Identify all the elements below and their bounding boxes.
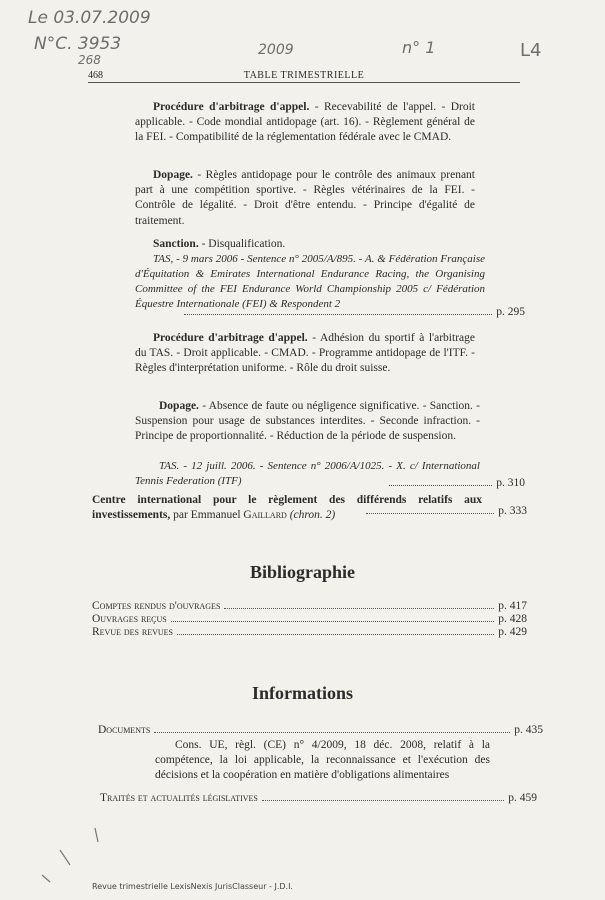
entry-heading: Procédure d'arbitrage d'appel.	[153, 101, 310, 113]
handwritten-ref-number: 268	[78, 53, 101, 67]
handwritten-year: 2009	[258, 42, 294, 58]
documents-detail-text: Cons. UE, règl. (CE) n° 4/2009, 18 déc. 2008, relatif à la compétence, la loi applicable, la reconnaissance et l'exécution des décisions et la coopération en matière d'obligations alimentaires	[155, 739, 490, 782]
entry-text: - Adhésion du sportif à l'arbitrage du TAS. - Droit applicable. - CMAD. - Programme antidopage de l'ITF. - Règles d'interprétation uniforme. - Rôle du droit suisse.	[135, 332, 475, 375]
page-ref: p. 295	[496, 306, 525, 318]
handwritten-mark: L4	[520, 40, 542, 61]
page-ref: p. 428	[498, 613, 527, 625]
entry-dopage-1	[135, 168, 475, 229]
page-ref: p. 429	[498, 626, 527, 638]
entry-text: - Absence de faute ou négligence significative. - Sanction. - Suspension pour usage de substances interdites. - Seconde infraction. - Principe de proportionnalité. - Réduction de la période de suspension.	[135, 400, 480, 443]
entry-heading: Dopage.	[159, 400, 199, 412]
entry-dopage-2	[135, 399, 480, 445]
page-ref: p. 310	[496, 477, 525, 489]
entry-heading: Procédure d'arbitrage d'appel.	[153, 332, 308, 344]
citation-tas-2006-895	[135, 252, 485, 312]
page-number: 468	[88, 70, 103, 81]
handwritten-date: Le 03.07.2009	[28, 8, 151, 28]
page-ref-row	[180, 305, 525, 320]
handwritten-ref: N°C. 3953	[34, 34, 122, 54]
entry-procedure-appel-1	[135, 100, 475, 146]
entry-heading: Dopage.	[153, 169, 193, 181]
page-ref: p. 417	[498, 600, 527, 612]
entry-heading: Sanction.	[153, 238, 199, 250]
biblio-row-revue-des-revues	[92, 625, 527, 640]
citation-parties: X. c/ International Tennis Federation (ITF)	[135, 460, 480, 487]
page-ref: p. 435	[514, 724, 543, 736]
documents-detail	[155, 738, 490, 784]
citation-ref: TAS, - 9 mars 2006 - Sentence n° 2005/A/895. -	[153, 253, 365, 265]
entry-sanction	[135, 237, 475, 252]
biblio-label: Ouvrages reçus	[92, 613, 167, 625]
author-name: Gaillard	[243, 509, 287, 522]
running-title: TABLE TRIMESTRIELLE	[243, 70, 365, 81]
info-row-documents	[98, 723, 543, 738]
section-title-bibliographie: Bibliographie	[249, 562, 356, 582]
page-ref-row	[385, 476, 525, 491]
page-ref-row	[362, 504, 527, 519]
biblio-label: Comptes rendus d'ouvrages	[92, 600, 221, 612]
entry-heading: Centre international pour le règlement des différends relatifs aux investissements,	[92, 494, 482, 522]
page-ref: p. 333	[498, 505, 527, 517]
citation-ref: TAS. - 12 juill. 2006. - Sentence n° 2006/A/1025. -	[159, 460, 397, 472]
biblio-label: Revue des revues	[92, 626, 173, 638]
running-header	[88, 70, 520, 83]
chronicle-ref: (chron. 2)	[286, 509, 336, 522]
entry-procedure-appel-2	[135, 331, 475, 377]
entry-text: - Recevabilité de l'appel. - Droit applicable. - Code mondial antidopage (art. 16). - Règlement général de la FEI. - Compatibilité de la réglementation fédérale avec le CMAD.	[135, 101, 475, 144]
entry-text: par Emmanuel	[170, 509, 244, 522]
info-label: Documents	[98, 724, 151, 736]
entry-text: - Disqualification.	[198, 238, 286, 250]
info-label: Traités et actualités législatives	[100, 792, 258, 804]
section-title-informations: Informations	[251, 683, 353, 703]
footer: Revue trimestrielle LexisNexis JurisClasseur - J.D.I.	[92, 882, 293, 891]
entry-text: - Règles antidopage pour le contrôle des animaux prenant part à une compétition sportive. - Règles vétérinaires de la FEI. - Contrôle de légalité. - Droit d'être entendu. - Principe d'égalité de traitement.	[135, 169, 475, 227]
info-row-traites	[100, 791, 537, 806]
page-ref: p. 459	[508, 792, 537, 804]
citation-parties: A. & Fédération Française d'Équitation & Emirates International Endurance Racing, the Organising Committee of the FEI Endurance World Championship 2005 c/ Fédération Équestre Internationale (FEI) & Respondent 2	[135, 253, 485, 310]
handwritten-issue: n° 1	[402, 38, 436, 57]
